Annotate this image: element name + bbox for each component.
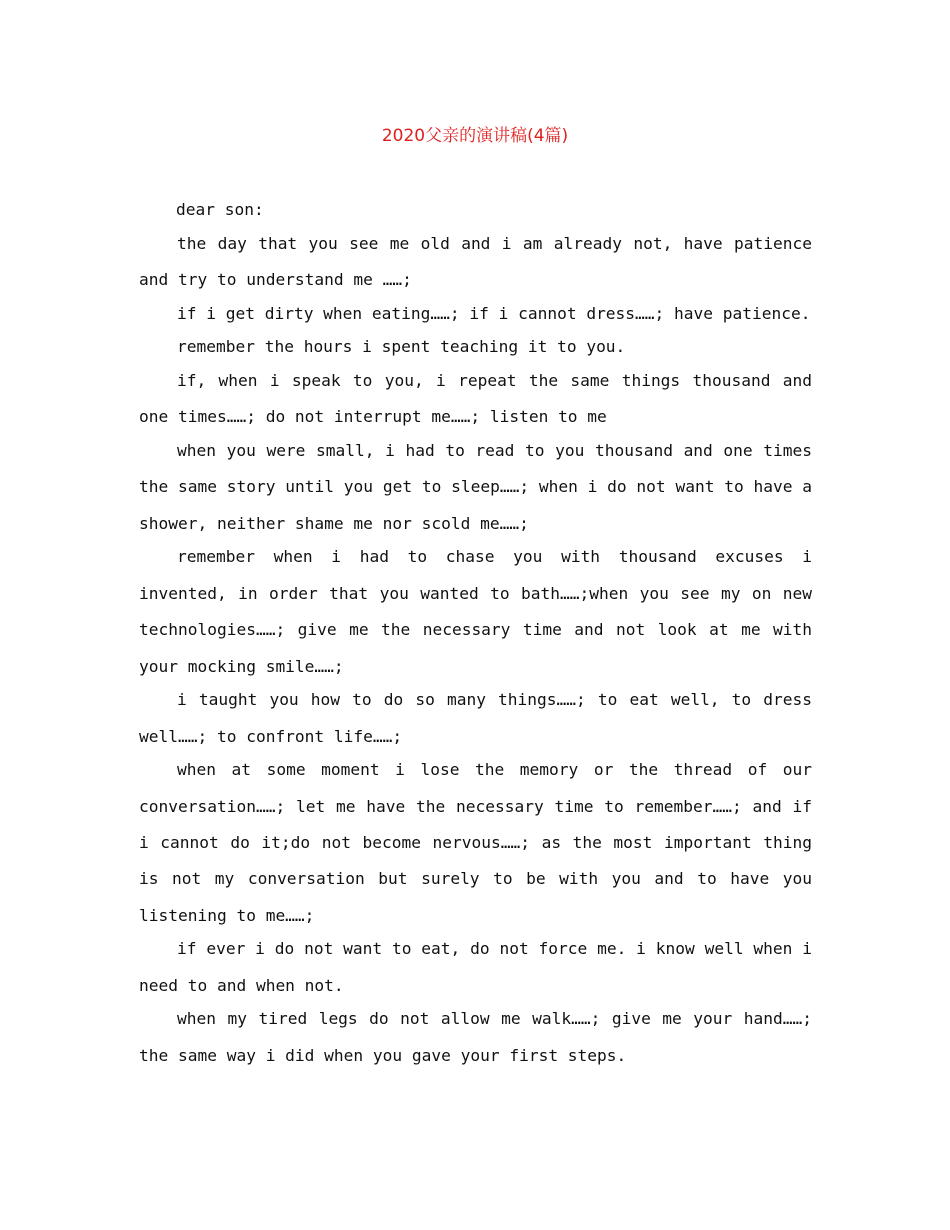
paragraph: i taught you how to do so many things……; to eat well, to dress well……; to confront life……; bbox=[139, 690, 812, 746]
paragraph: when my tired legs do not allow me walk……; give me your hand……; the same way i did when you gave your first steps. bbox=[139, 1009, 812, 1065]
document-title: 2020父亲的演讲稿(4篇) bbox=[381, 126, 569, 146]
document-body bbox=[139, 192, 812, 1071]
paragraph: if i get dirty when eating……; if i cannot dress……; have patience. bbox=[177, 303, 811, 323]
paragraph: when you were small, i had to read to you thousand and one times the same story until you get to sleep……; when i do not want to have a shower, neither shame me nor scold me……; bbox=[139, 440, 812, 533]
paragraph: if, when i speak to you, i repeat the same things thousand and one times……; do not interrupt me……; listen to me bbox=[139, 370, 812, 427]
paragraph: remember when i had to chase you with thousand excuses i invented, in order that you wanted to bath……;when you see my on new technologies……; give me the necessary time and not look at me with your mocking smile……; bbox=[139, 547, 812, 676]
paragraph: if ever i do not want to eat, do not force me. i know well when i need to and when not. bbox=[139, 939, 812, 995]
paragraph: remember the hours i spent teaching it to you. bbox=[177, 337, 626, 357]
paragraph: when at some moment i lose the memory or the thread of our conversation……; let me have the necessary time to remember……; and if i cannot do it;do not become nervous……; as the most important thing is not my conversation but surely to be with you and to have you listening to me……; bbox=[139, 760, 812, 925]
paragraph: the day that you see me old and i am already not, have patience and try to understand me ……; bbox=[139, 233, 812, 290]
paragraph: dear son: bbox=[176, 200, 264, 219]
